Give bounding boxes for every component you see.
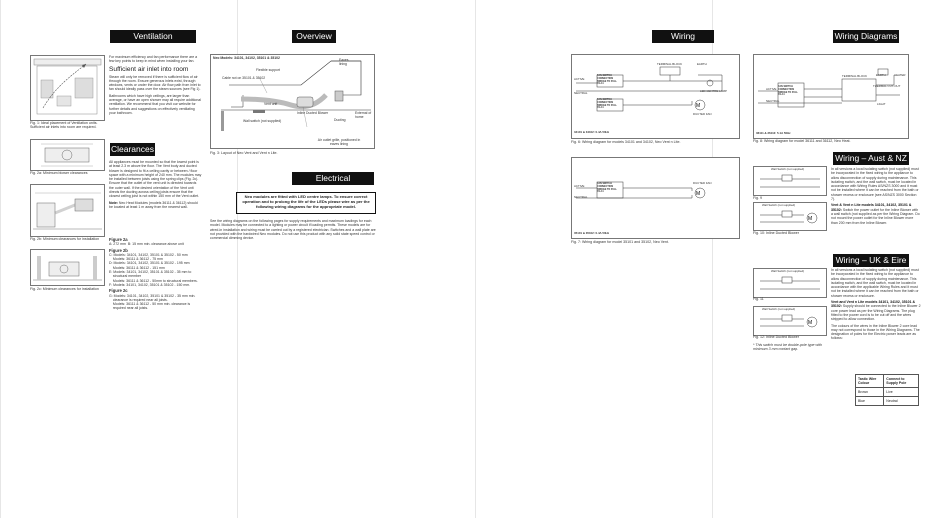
fig6-fan-switch: FAN SWITCH CONNECTION BRIDGE TO FULL FG-11 <box>597 74 617 86</box>
svg-text:M: M <box>808 216 813 222</box>
vent-paragraph: Bathrooms which have high ceilings, are larger than average, or have an open shower may all require additional ventilation. We recommend that you visit our website for further details and suggestions on effectively ventilating your bathroom. <box>109 93 202 115</box>
aus-text <box>831 167 921 227</box>
table-cell: Tastic Wire Colour <box>856 375 884 388</box>
clearance-line: Figure 2b <box>109 247 128 253</box>
fig6-terminal: TERMINAL BLOCK <box>657 62 683 66</box>
uk-paragraph-3: The colours of the wires in the Inline Blower 2 core lead may not correspond to those in the Wiring Diagrams. The designation of poles for the Electric power leads are as follows: <box>831 323 920 341</box>
fig12-caption: Fig. 12: Inline Ducted Blower <box>753 335 799 339</box>
vent-paragraph: Steam will only be removed if there is sufficient flow of air through the room. Ensure generous inlets exist, through windows, vents or under the door. Air flow path from inlet to fan should ideally pass over the steam sources (see Fig 1). <box>109 74 201 92</box>
fig7-caption: Fig. 7: Wiring diagram for model 35101 and 35102, Neo Vent. <box>571 240 669 244</box>
table-cell: Connect to Supply Pole <box>884 375 919 388</box>
fig10-switch-label: Wall Switch (not supplied) <box>762 203 796 207</box>
clearances-text <box>109 160 202 211</box>
label-vent-unit: Vent unit <box>264 102 278 106</box>
fig8-light: LIGHT <box>877 102 886 106</box>
label-flexible-support: Flexible support <box>256 68 280 72</box>
fig8-neutral: NEUTRAL <box>766 99 780 103</box>
label-external: External of home <box>355 111 372 120</box>
fig1-illustration <box>30 55 105 121</box>
fig6-neutral: NEUTRAL <box>574 91 588 95</box>
uk-models: Vent and Vent n Lite models 34101, 34102, 35101 & 35102: <box>831 300 916 309</box>
note-label: Note: <box>109 200 118 205</box>
clearance-line: G: Models: 34101, 34102, 35101 & 35102 - 35 mm min. <box>109 293 196 298</box>
fig7-model: 35101 & 35102: 0.4A 50Hz <box>574 231 610 235</box>
fig8-thermal: THERMAL CUT-OUT <box>873 84 901 88</box>
clearance-line: D: Models: 34101, 34102, 35101 & 35102 - 195 mm <box>109 261 190 266</box>
aus-paragraph: In all versions a local isolating switch (not supplied) must be incorporated in the fixed wiring to the appliance to allow disconnection of supply during maintenance. This isolating switch, and the wall switch, must be located in accordance with Wiring Rules AS/NZS 3000 and it must not be installed where it can be reached from the bath or shower recess or enclosure (see AS/NZS 3000 Section 7). <box>831 167 919 202</box>
fig6-ducted: DUCTED FAN <box>693 112 712 116</box>
table-cell: Brown <box>856 388 884 397</box>
fig6-caption: Fig. 6: Wiring diagram for models 34101 and 34102, Neo Vent n Lite. <box>571 140 681 144</box>
fig2c-caption: Fig. 2c: Minimum clearances for installation <box>30 287 99 291</box>
fold-line <box>475 0 476 518</box>
fig8-active: ACTIVE <box>766 87 777 91</box>
overview-diagram <box>210 54 375 149</box>
fig7-active: ACTIVE <box>574 184 585 188</box>
fig11-switch-label: Wall Switch (not supplied) <box>771 269 805 273</box>
fig8-heater: HEATER <box>894 73 906 77</box>
fig6-model: 34101 & 34102: 0.4A 50Hz <box>574 130 610 134</box>
vent-paragraph: For maximum efficiency and fan performance there are a few key points to keep in mind when installing your fan. <box>109 55 198 64</box>
svg-text:M: M <box>808 320 813 326</box>
wiring-heading-1: Wiring Diagrams <box>652 30 714 43</box>
uk-paragraph-2 <box>831 300 921 321</box>
svg-text:M: M <box>696 191 701 197</box>
elec-paragraph: See the wiring diagrams on the following pages for supply requirements and maximum loadings for each model. Modules may be connected to a lighting or power circuit if loading permits. These models are for wired-in installation and wiring must be carried out by a registered electrician. Switches and a wall plate are not provided with the hardwired Neo modules. Do not use this product with any solid state speed control or commercial dimming device. <box>210 219 376 241</box>
label-eaves-lining: Eaves lining <box>339 58 349 67</box>
wiring-heading-2: Wiring Diagrams <box>834 31 898 41</box>
aus-models-text: Switch the power outlet for the Inline Blower with a wall switch (not supplied as per the Wiring Diagram. Do not mount the power outlet for the Inline Blower more than 200 mm from the Inline Blower. <box>831 207 920 225</box>
ventilation-text <box>109 55 202 117</box>
air-inlet-subheading: Sufficient air inlet into room <box>109 65 189 73</box>
fig6-active: ACTIVE <box>574 77 585 81</box>
clearance-line: Figure 2c <box>109 288 128 294</box>
ventilation-heading: Ventilation Requirements <box>110 30 196 43</box>
clearance-line: C: Models: 34101, 34102, 35101 & 35102 - 50 mm <box>109 252 188 257</box>
fig11-caption: Fig. 11 <box>753 297 764 301</box>
overview-heading: Overview <box>292 30 336 43</box>
fig9-switch-label: Wall Switch (not supplied) <box>771 167 805 171</box>
table-cell: Blue <box>856 397 884 406</box>
fig2a-illustration <box>30 139 105 171</box>
wiring-diagram-fig6 <box>571 54 740 139</box>
clearance-line: required near all joists. <box>109 306 149 311</box>
aus-models: Vent & Vent n Lite models 34101, 34102, 35101 & 35102: <box>831 203 912 212</box>
svg-text:M: M <box>696 103 701 109</box>
table-cell: Live <box>884 388 919 397</box>
uk-models-text: Supply should be connected to the Inline Blower 2 core power lead as per the Wiring Diagrams. The plug fitted to the power cord is to be cut off and the wires stripped to allow connection. <box>831 304 921 322</box>
fig7-ducted: DUCTED FAN <box>693 181 712 185</box>
table-cell: Neutral <box>884 397 919 406</box>
uk-paragraph: In all versions a local isolating switch (not supplied) must be incorporated in the fixed wiring to the appliance to allow disconnection of supply during maintenance. This isolating switch, and the wall switch, must be located in accordance with the applicable Wiring Rules and it must not be installed where it can be reached from the bath or shower recess or enclosure. <box>831 268 919 298</box>
clearance-line: clearance is required near all joists. <box>109 297 168 302</box>
clearances-heading: Clearances <box>111 144 154 154</box>
clearance-line: A: 272 mm B: 15 mm min. clearance above unit <box>109 242 184 247</box>
clear-note <box>109 201 202 210</box>
label-wall-switch: Wall switch (not supplied) <box>243 119 282 123</box>
note-text: Neo Heat Modules (models 36111 & 36112) should be located at least 1 m away from the nearest wall. <box>109 200 198 209</box>
fig6-lamp: LED CENTRE LAMP <box>700 89 727 93</box>
label-ducting: Ducting <box>334 118 346 122</box>
label-air-outlet: Air outlet grille, positioned in eaves lining <box>317 138 361 147</box>
uk-heading: Wiring – UK & Eire <box>833 254 909 267</box>
clearance-dimension-list <box>109 236 219 311</box>
clearance-line: Models: 36111 & 36112 - 50 mm min. clearance is <box>109 302 191 307</box>
fig2b-caption: Fig. 2b: Minimum clearances for installation <box>30 237 100 241</box>
fig9-caption: Fig. 9 <box>753 196 762 200</box>
fig8-terminal: TERMINAL BLOCK <box>842 74 868 78</box>
fig8-caption: Fig. 8: Wiring diagram for model 36111 and 36112, Neo Heat. <box>753 139 851 143</box>
fig2c-illustration <box>30 249 105 286</box>
label-cable: Cable not on 35101 & 35102 <box>222 76 266 80</box>
fig8-model: 36111 & 36112: 5.1A 50Hz <box>756 131 791 135</box>
fig8-fan-switch: FAN SWITCH CONNECTION BRIDGE TO FULL FG-11 <box>778 85 798 97</box>
fig3-caption: Fig. 3: Layout of Neo Vent and Vent n Lite. <box>210 151 278 155</box>
fig2a-caption: Fig. 2a: Minimum blower clearances <box>30 171 88 175</box>
clearance-line: Models: 36111 & 36112 - 151 mm <box>109 265 165 270</box>
led-warning-box: Neo modules are fitted with LED centre lamps. To ensure correct operation and to prolong the life of the LEDs please wire as per the following wiring diagrams for the appropriate model. <box>236 192 376 214</box>
table-row <box>856 388 919 397</box>
aus-paragraph-2 <box>831 203 921 224</box>
page-edge <box>0 0 1 518</box>
clearance-line: Figure 2a <box>109 237 128 242</box>
overview-models: Neo Models: 34101, 34102, 35101 & 35102 <box>213 56 280 60</box>
fig1-caption: Fig. 1: Ideal placement of Ventilation units. Sufficient air inlets into room are required. <box>30 121 98 130</box>
electrical-heading: Electrical Requirements <box>292 172 374 185</box>
wiring-diagram-fig7 <box>571 157 740 239</box>
fig10-caption: Fig. 10: Inline Ducted Blower <box>753 231 799 235</box>
label-inline-blower: Inline Ducted Blower <box>297 111 329 115</box>
wiring-diagram-fig8 <box>753 54 909 139</box>
wire-colour-table <box>855 374 919 406</box>
fig7-neutral: NEUTRAL <box>574 195 588 199</box>
clearance-line: F: Models: 34101, 34102, 35101 & 35102 - 150 mm. <box>109 282 191 287</box>
double-pole-note: * This switch must be double-pole type with minimum 3 mm contact gap. <box>753 343 822 352</box>
fig6-earth: EARTH <box>697 62 707 66</box>
fig6-fan-switch-2: FAN SWITCH CONNECTION BRIDGE TO FULL FG-11 <box>597 98 617 110</box>
table-row <box>856 397 919 406</box>
fig2b-illustration <box>30 184 105 237</box>
clearance-line: Models: 36111 & 36112 - 75 mm <box>109 257 163 262</box>
fig12-switch-label: Wall Switch (not supplied) <box>762 307 796 311</box>
fig7-fan-switch: FAN SWITCH CONNECTION BRIDGE TO FULL FG-11 <box>597 182 617 194</box>
uk-text <box>831 268 921 343</box>
clear-paragraph: All appliances must be mounted so that the lowest point is at least 2.3 m above the floor. The Vent body and ducted blower is designed to fit a ceiling cavity or between / floor space with a minimum height of 240 mm. The modules may be installed between joists using the spring clips (Fig. 2c). Ensure that the outlet of the vent unit is directed towards the outer wall. If the desired orientation of the Vent unit directs the ducting across ceiling joists ensure that the closest ceiling joist is not within 150 mm of the Vent outlet. <box>109 160 202 199</box>
clearance-line: structural member <box>109 274 142 279</box>
clearance-line: Models: 36111 & 36112 - 50mm to structural members. <box>109 278 198 283</box>
aus-heading: Wiring – Aust & NZ <box>833 152 909 165</box>
table-row <box>856 375 919 388</box>
fig8-earth: EARTH <box>876 73 886 77</box>
electrical-text <box>210 219 376 242</box>
clearance-line: E: Models: 34101, 34102, 35101 & 35102 - 35 mm to <box>109 270 192 275</box>
